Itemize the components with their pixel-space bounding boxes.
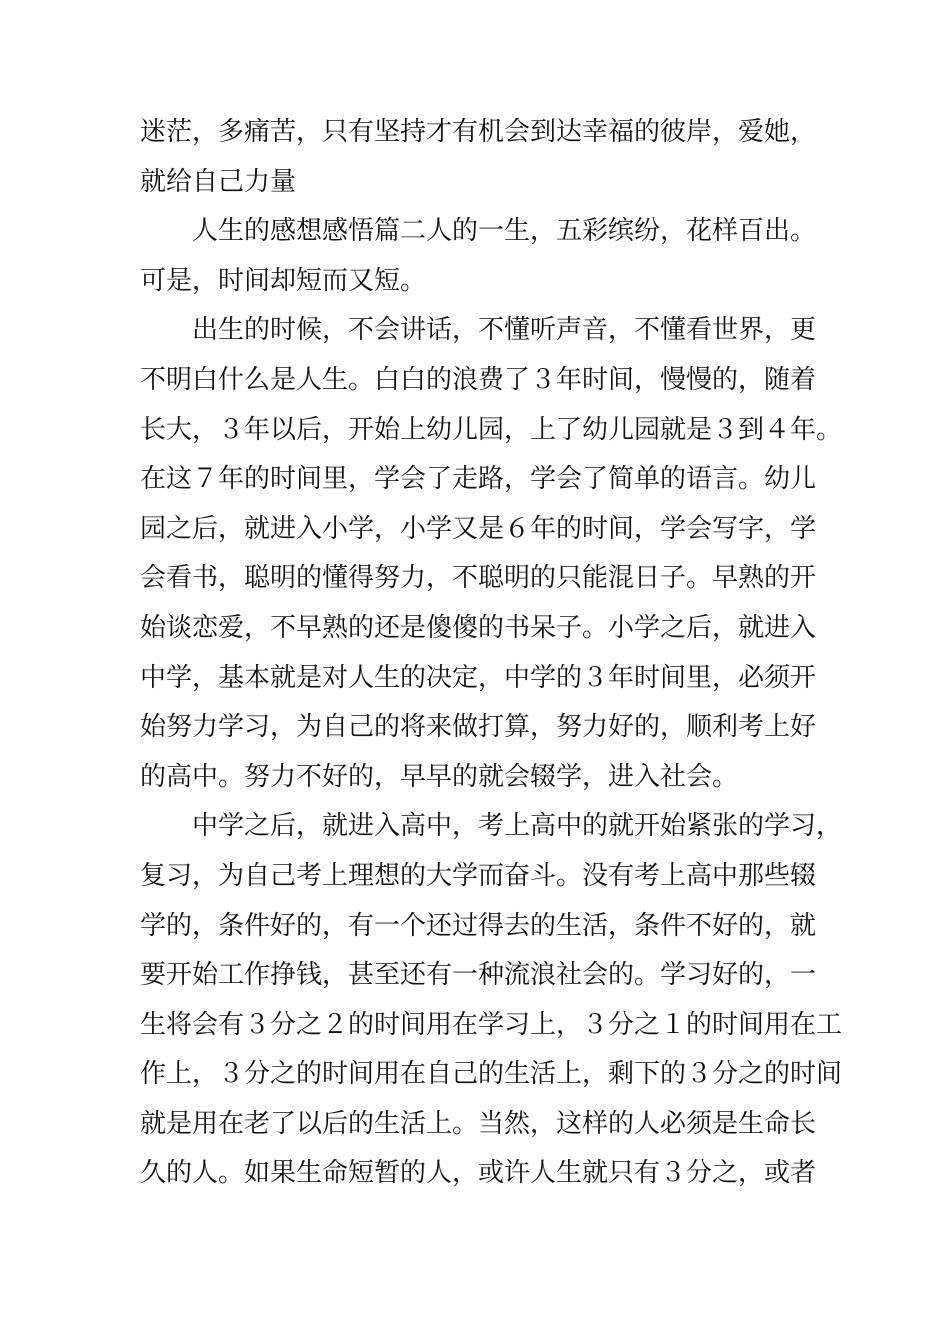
paragraph-4 — [140, 802, 843, 1199]
text-line: 就是用在老了以后的生活上。当然，这样的人必须是生命长 — [140, 1108, 817, 1139]
text-line: 作上，３分之的时间用在自己的生活上，剩下的３分之的时间 — [140, 1059, 843, 1090]
text-line: 始努力学习，为自己的将来做打算，努力好的，顺利考上好 — [140, 712, 817, 743]
text-line: 不明白什么是人生。白白的浪费了３年时间，慢慢的，随着 — [140, 364, 817, 395]
text-line: 迷茫，多痛苦，只有坚持才有机会到达幸福的彼岸，爱她， — [140, 117, 817, 147]
text-line: 中学，基本就是对人生的决定，中学的３年时间里，必须开 — [140, 662, 817, 693]
paragraph-1 — [140, 108, 817, 207]
paragraph-3 — [140, 306, 843, 802]
text-line: 始谈恋爱，不早熟的还是傻傻的书呆子。小学之后，就进入 — [140, 612, 817, 643]
text-line: 久的人。如果生命短暂的人，或许人生就只有３分之，或者 — [140, 1158, 817, 1189]
text-line: 园之后，就进入小学，小学又是６年的时间，学会写字，学 — [140, 513, 817, 544]
text-line: 人生的感想感悟篇二人的一生，五彩缤纷，花样百出。 — [192, 216, 817, 247]
text-line: 复习，为自己考上理想的大学而奋斗。没有考上高中那些辍 — [140, 860, 817, 891]
text-line: 的高中。努力不好的，早早的就会辍学，进入社会。 — [140, 761, 739, 792]
text-line: 会看书，聪明的懂得努力，不聪明的只能混日子。早熟的开 — [140, 563, 817, 594]
text-line: 要开始工作挣钱，甚至还有一种流浪社会的。学习好的，一 — [140, 960, 817, 991]
text-line: 中学之后，就进入高中，考上高中的就开始紧张的学习， — [192, 811, 843, 842]
text-line: 在这７年的时间里，学会了走路，学会了简单的语言。幼儿 — [140, 464, 817, 495]
document-body — [140, 108, 843, 1199]
text-line: 就给自己力量 — [140, 166, 297, 197]
text-line: 长大，３年以后，开始上幼儿园，上了幼儿园就是３到４年。 — [140, 414, 843, 445]
text-line: 可是，时间却短而又短。 — [140, 265, 427, 296]
text-line: 生将会有３分之２的时间用在学习上，３分之１的时间用在工 — [140, 1009, 843, 1040]
paragraph-2 — [140, 207, 817, 306]
text-line: 学的，条件好的，有一个还过得去的生活，条件不好的，就 — [140, 910, 817, 941]
text-line: 出生的时候，不会讲话，不懂听声音，不懂看世界，更 — [192, 315, 817, 346]
